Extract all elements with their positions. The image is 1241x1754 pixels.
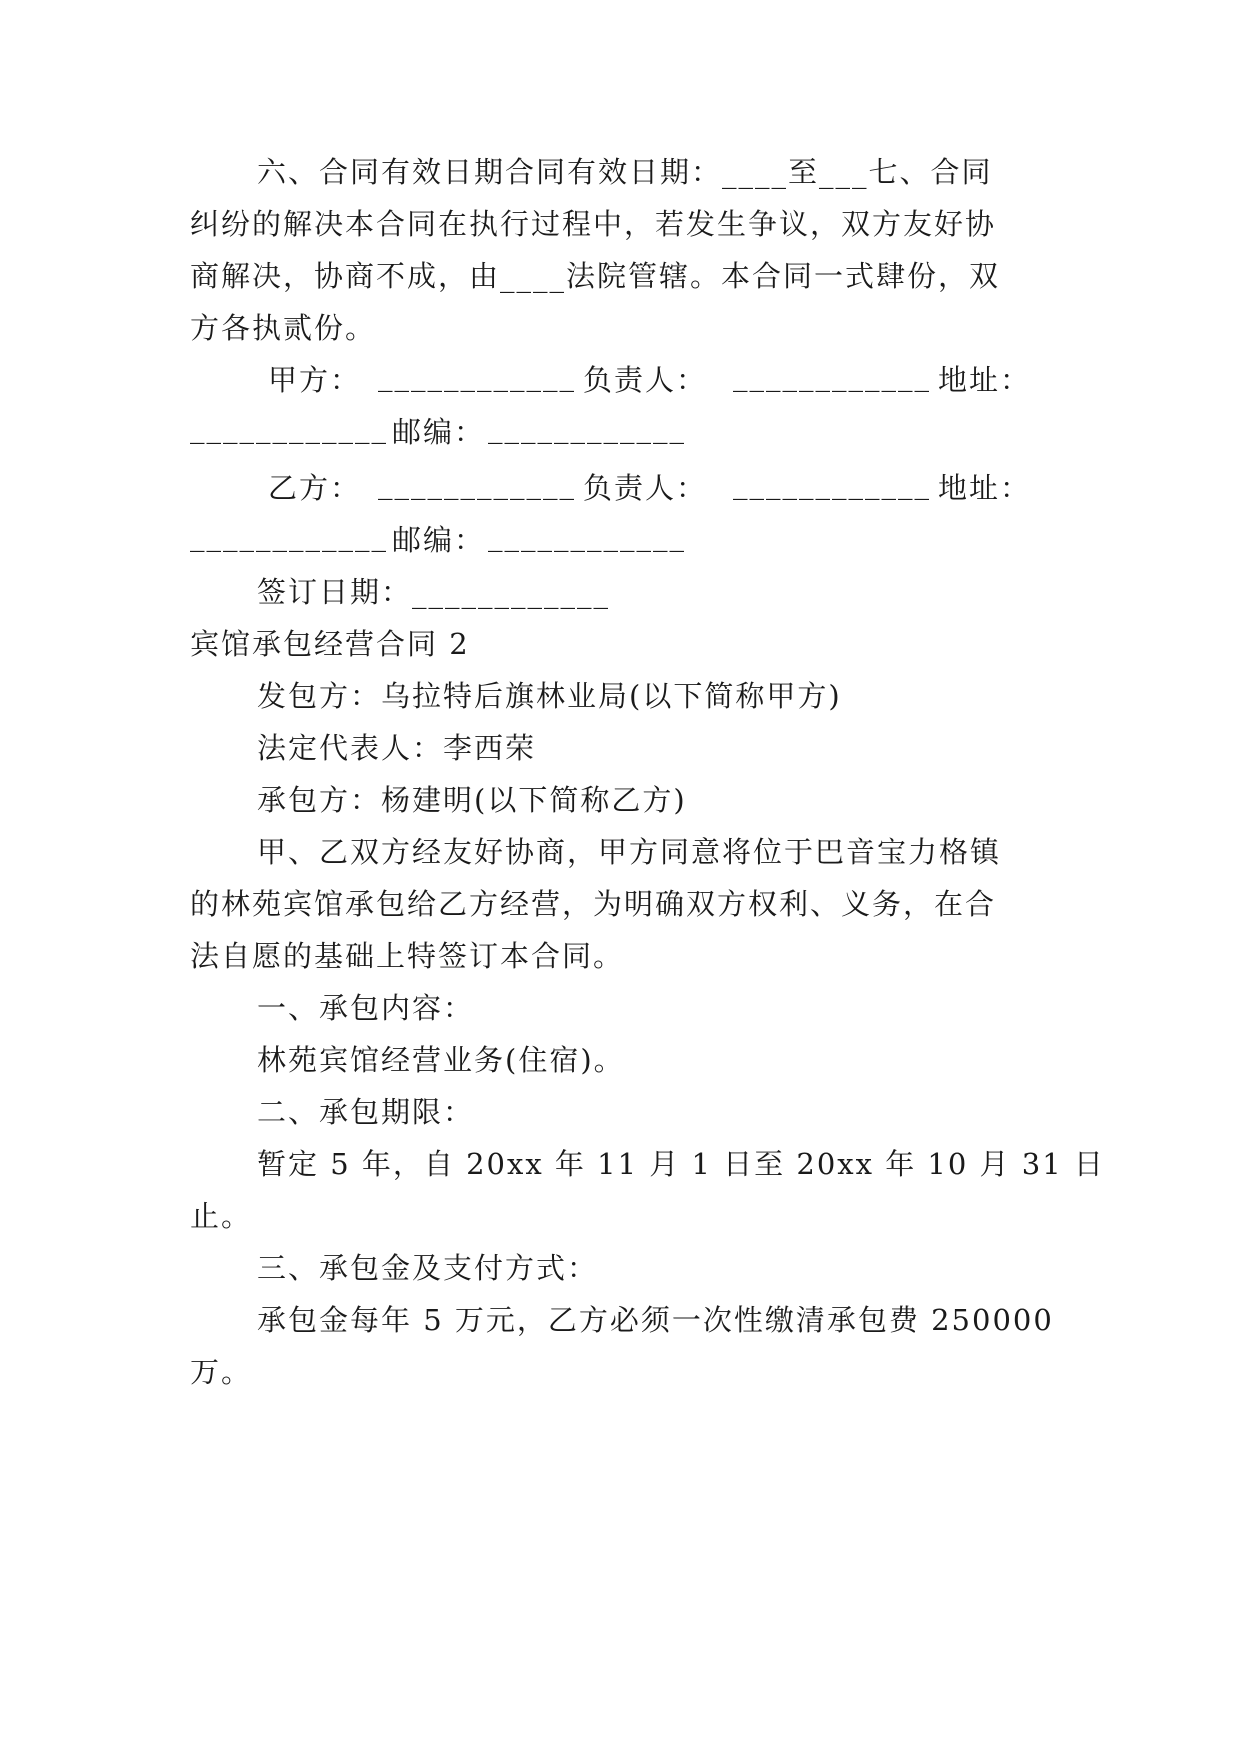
para1-line4: 方各执贰份。 (190, 311, 377, 345)
section1-title: 一、承包内容： (257, 991, 475, 1025)
sign-date: 签订日期：____________ (257, 575, 611, 609)
intro-line1: 甲、乙双方经友好协商，甲方同意将位于巴音宝力格镇 (257, 835, 1002, 869)
party-b-blank: ____________ (378, 466, 576, 500)
party-a-postcode-blank: ____________ (488, 410, 686, 444)
section2-body-line2: 止。 (190, 1199, 253, 1233)
party-b-manager-label: 负责人： (583, 471, 708, 505)
party-b-address-label: 地址： (938, 471, 1032, 505)
party-b-label: 乙方： (268, 471, 362, 505)
issuer: 发包方：乌拉特后旗林业局(以下简称甲方) (257, 679, 842, 713)
legal-representative: 法定代表人：李西荣 (257, 731, 537, 765)
party-b-manager-blank: ____________ (733, 466, 931, 500)
intro-line2: 的林苑宾馆承包给乙方经营，为明确双方权利、义务，在合 (190, 887, 997, 921)
contractor: 承包方：杨建明(以下简称乙方) (257, 783, 687, 817)
party-a-address-blank: ____________ (190, 410, 388, 444)
party-a-label: 甲方： (268, 363, 362, 397)
party-b-postcode-blank: ____________ (488, 518, 686, 552)
section2-title: 二、承包期限： (257, 1095, 475, 1129)
para1-line2: 纠纷的解决本合同在执行过程中，若发生争议，双方友好协 (190, 207, 997, 241)
section3-body-line2: 万。 (190, 1355, 253, 1389)
party-a-manager-label: 负责人： (583, 363, 708, 397)
party-a-blank: ____________ (378, 358, 576, 392)
section1-body: 林苑宾馆经营业务(住宿)。 (257, 1043, 625, 1077)
party-a-postcode-label: 邮编： (392, 415, 486, 449)
party-b-postcode-label: 邮编： (392, 523, 486, 557)
section2-body-line1: 暂定 5 年，自 20xx 年 11 月 1 日至 20xx 年 10 月 31 日 (257, 1147, 1105, 1181)
party-b-address-blank: ____________ (190, 518, 388, 552)
para1-line1: 六、合同有效日期合同有效日期：____至___七、合同 (257, 155, 993, 189)
party-a-manager-blank: ____________ (733, 358, 931, 392)
section3-title: 三、承包金及支付方式： (257, 1251, 599, 1285)
contract-title: 宾馆承包经营合同 2 (190, 627, 470, 661)
intro-line3: 法自愿的基础上特签订本合同。 (190, 939, 625, 973)
para1-line3: 商解决，协商不成，由____法院管辖。本合同一式肆份，双 (190, 259, 1001, 293)
party-a-address-label: 地址： (938, 363, 1032, 397)
section3-body-line1: 承包金每年 5 万元，乙方必须一次性缴清承包费 250000 (257, 1303, 1054, 1337)
